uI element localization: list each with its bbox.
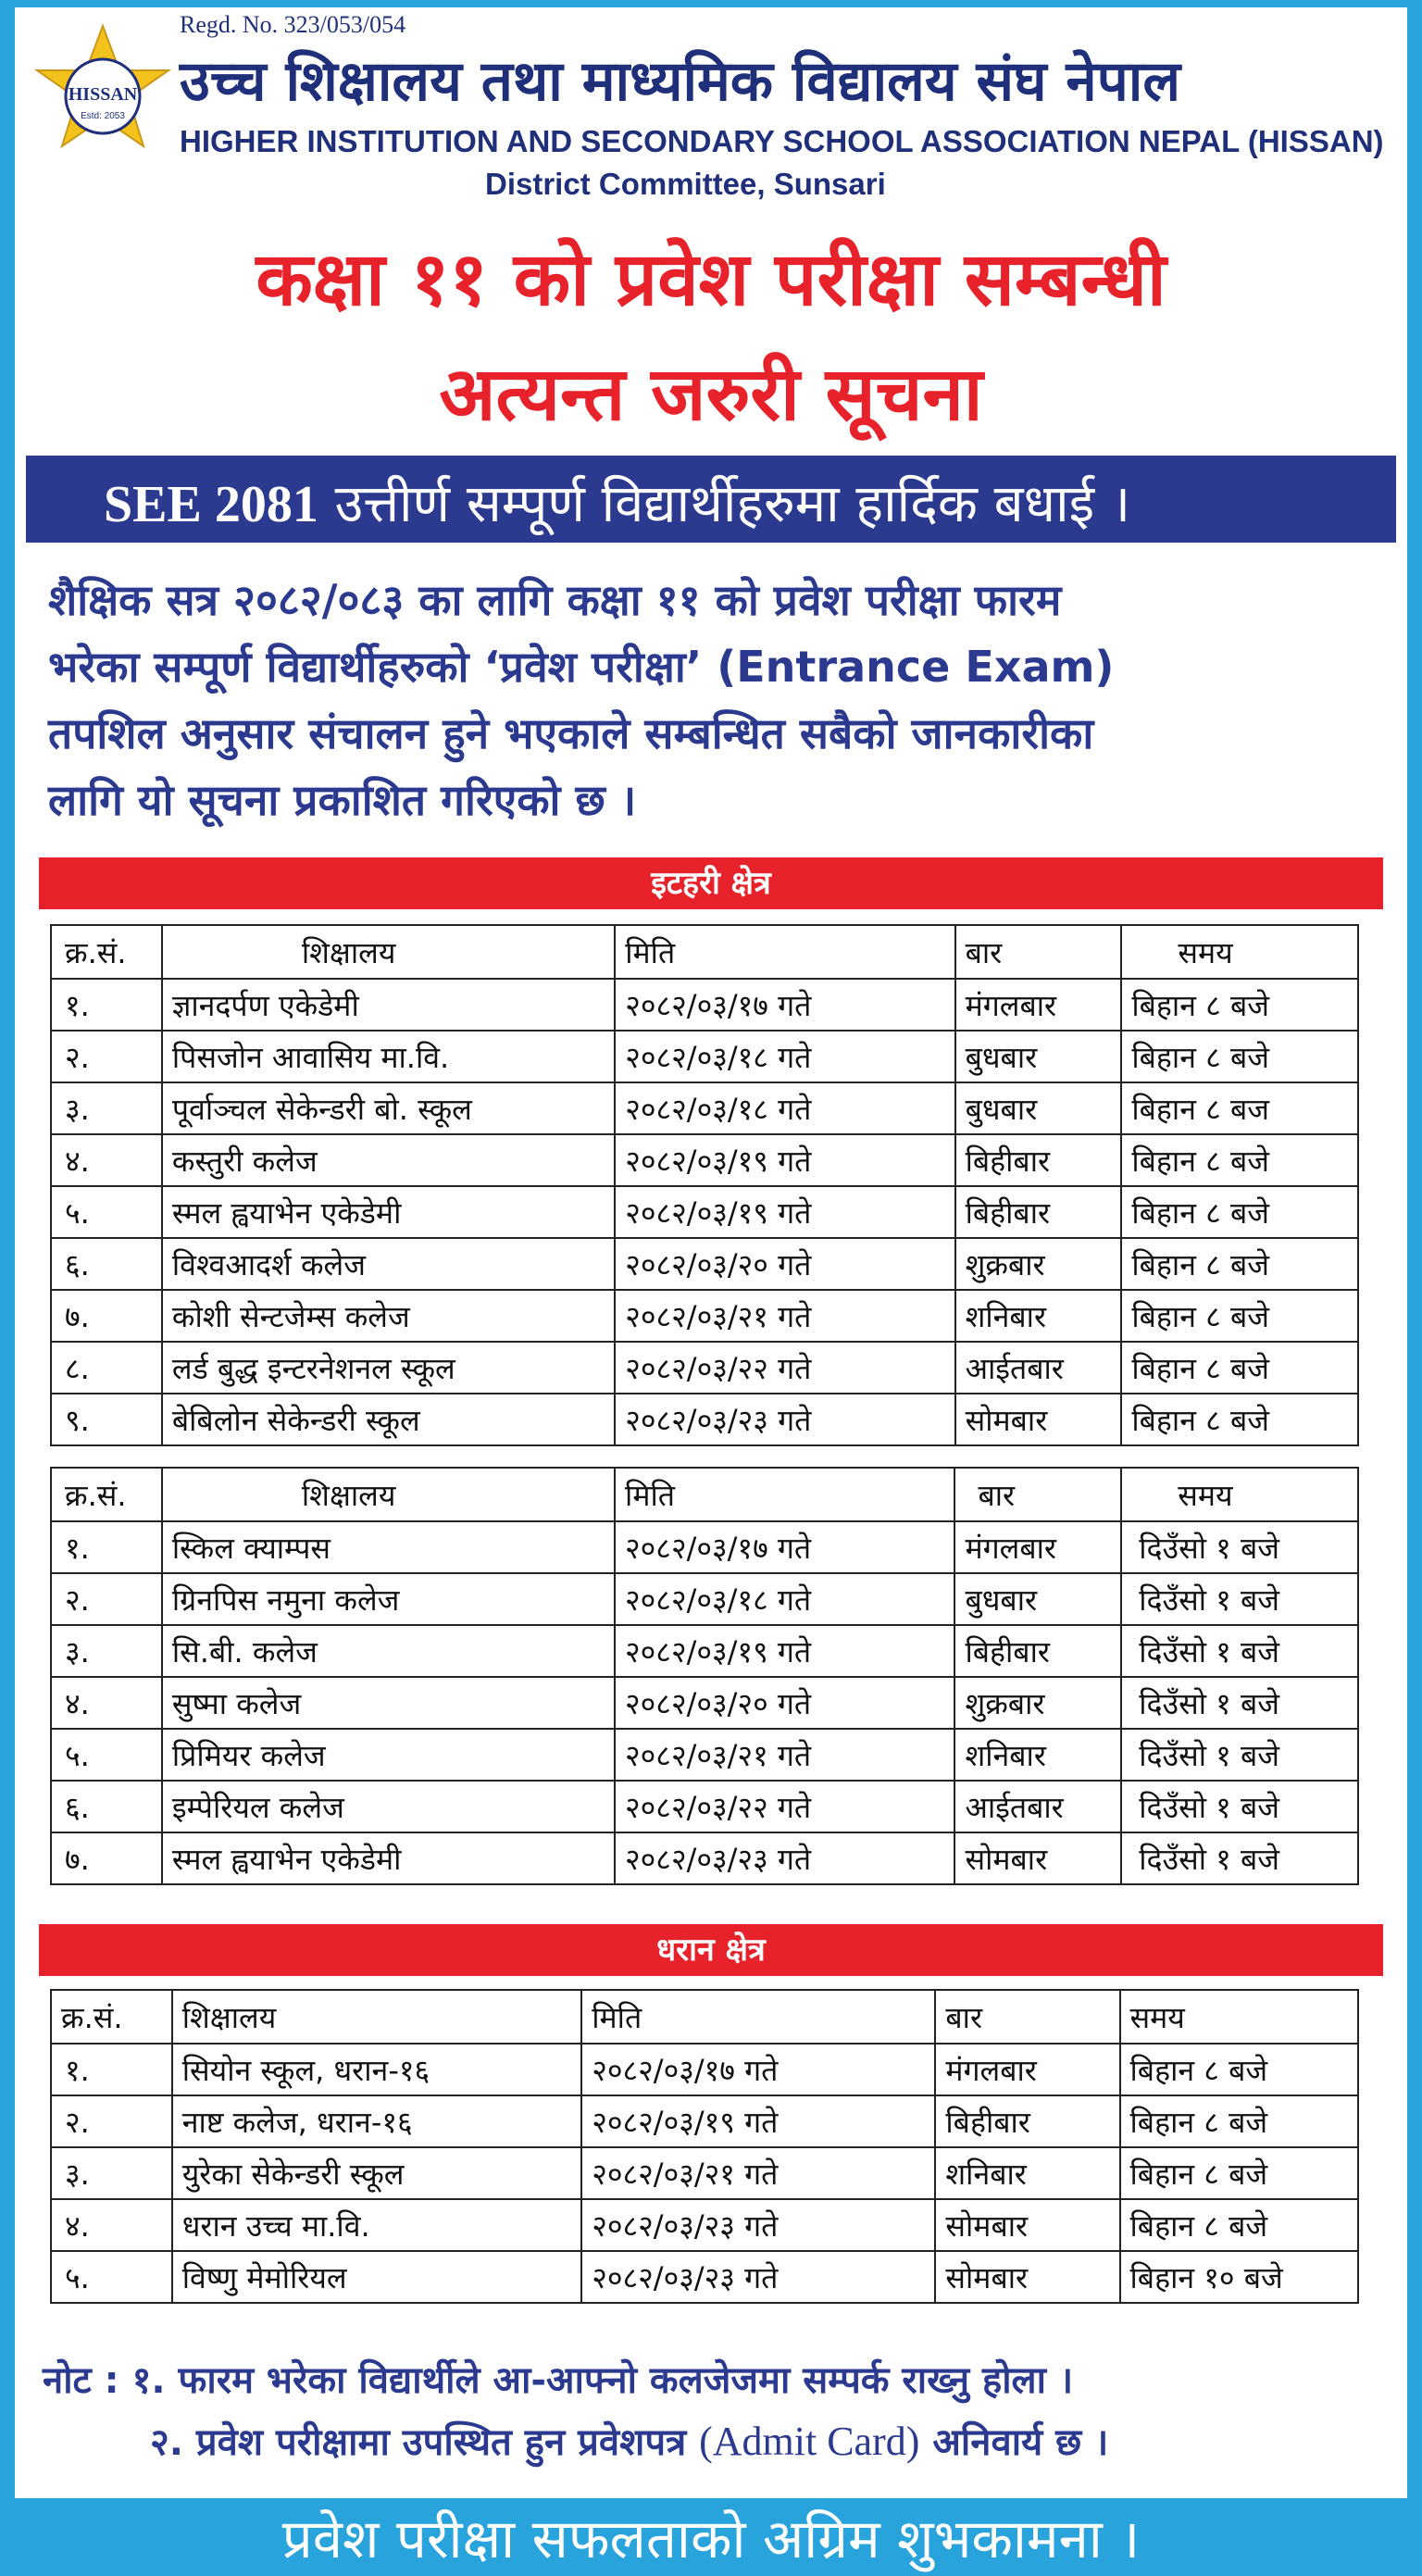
cell-day: बिहीबार bbox=[935, 2095, 1119, 2147]
cell-sn: ७. bbox=[51, 1832, 162, 1884]
cell-school: इम्पेरियल कलेज bbox=[162, 1781, 615, 1832]
itahari-afternoon-table bbox=[50, 1467, 1359, 1885]
logo-estd: Estd: 2053 bbox=[81, 111, 125, 121]
cell-sn: ३. bbox=[51, 2147, 172, 2199]
note-2-text: २. प्रवेश परीक्षामा उपस्थित हुन प्रवेशपत्र bbox=[150, 2421, 687, 2464]
cell-sn: ४. bbox=[51, 1677, 162, 1729]
headline-line-1: कक्षा ११ को प्रवेश परीक्षा सम्बन्धी bbox=[256, 236, 1166, 322]
footer-wishes: प्रवेश परीक्षा सफलताको अग्रिम शुभकामना । bbox=[281, 2507, 1141, 2570]
note-label: नोट : bbox=[43, 2359, 119, 2402]
col-header-sn: क्र.सं. bbox=[51, 1990, 172, 2044]
cell-school: पूर्वाञ्चल सेकेन्डरी बो. स्कूल bbox=[162, 1082, 615, 1134]
region-header-itahari: इटहरी क्षेत्र bbox=[39, 857, 1383, 909]
cell-date: २०८२/०३/१८ गते bbox=[615, 1031, 954, 1082]
cell-sn: ४. bbox=[51, 1134, 162, 1186]
col-header-date: मिति bbox=[581, 1990, 935, 2044]
org-name-nepali: उच्च शिक्षालय तथा माध्यमिक विद्यालय संघ नेपाल bbox=[180, 49, 1181, 114]
cell-sn: २. bbox=[51, 2095, 172, 2147]
cell-school: युरेका सेकेन्डरी स्कूल bbox=[172, 2147, 582, 2199]
cell-school: सियोन स्कूल, धरान-१६ bbox=[172, 2044, 582, 2095]
note-2-text-end: अनिवार्य छ । bbox=[932, 2421, 1109, 2464]
itahari-morning-rows bbox=[51, 979, 1358, 1445]
cell-day: सोमबार bbox=[954, 1832, 1121, 1884]
cell-sn: ४. bbox=[51, 2199, 172, 2251]
cell-date: २०८२/०३/२३ गते bbox=[581, 2199, 935, 2251]
cell-time: बिहान ८ बज bbox=[1121, 1082, 1358, 1134]
note-2-admit-card: (Admit Card) bbox=[699, 2419, 920, 2464]
notes bbox=[43, 2350, 1108, 2473]
cell-date: २०८२/०३/२१ गते bbox=[615, 1729, 954, 1781]
table-row bbox=[51, 1238, 1358, 1290]
table-row bbox=[51, 1082, 1358, 1134]
itahari-afternoon-rows bbox=[51, 1521, 1358, 1884]
cell-school: कोशी सेन्टजेम्स कलेज bbox=[162, 1290, 615, 1342]
table-row bbox=[51, 1521, 1358, 1573]
see-congrats bbox=[104, 467, 1130, 537]
cell-date: २०८२/०३/२० गते bbox=[615, 1238, 954, 1290]
cell-date: २०८२/०३/१७ गते bbox=[581, 2044, 935, 2095]
col-header-school: शिक्षालय bbox=[162, 1468, 615, 1521]
table-row bbox=[51, 1677, 1358, 1729]
cell-date: २०८२/०३/१७ गते bbox=[615, 1521, 954, 1573]
table-row bbox=[51, 1290, 1358, 1342]
cell-school: नाष्ट कलेज, धरान-१६ bbox=[172, 2095, 582, 2147]
table-row bbox=[51, 1781, 1358, 1832]
table-row bbox=[51, 1394, 1358, 1445]
cell-sn: ३. bbox=[51, 1082, 162, 1134]
cell-date: २०८२/०३/१७ गते bbox=[615, 979, 954, 1031]
cell-sn: २. bbox=[51, 1031, 162, 1082]
cell-school: कस्तुरी कलेज bbox=[162, 1134, 615, 1186]
note-2 bbox=[43, 2411, 1108, 2473]
cell-date: २०८२/०३/२१ गते bbox=[615, 1290, 954, 1342]
cell-school: पिसजोन आवासिय मा.वि. bbox=[162, 1031, 615, 1082]
table-row bbox=[51, 1625, 1358, 1677]
cell-school: प्रिमियर कलेज bbox=[162, 1729, 615, 1781]
cell-time: बिहान ८ बजे bbox=[1120, 2095, 1358, 2147]
cell-date: २०८२/०३/१९ गते bbox=[615, 1134, 954, 1186]
cell-date: २०८२/०३/१९ गते bbox=[615, 1186, 954, 1238]
cell-date: २०८२/०३/२३ गते bbox=[615, 1394, 954, 1445]
table-row bbox=[51, 2095, 1358, 2147]
registration-number: Regd. No. 323/053/054 bbox=[180, 11, 406, 38]
cell-date: २०८२/०३/२३ गते bbox=[615, 1832, 954, 1884]
cell-day: मंगलबार bbox=[935, 2044, 1119, 2095]
cell-date: २०८२/०३/२० गते bbox=[615, 1677, 954, 1729]
see-prefix: SEE 2081 bbox=[104, 476, 318, 533]
cell-time: दिउँसो १ बजे bbox=[1121, 1729, 1358, 1781]
cell-day: बुधबार bbox=[955, 1031, 1122, 1082]
cell-sn: १. bbox=[51, 979, 162, 1031]
cell-day: बिहीबार bbox=[954, 1625, 1121, 1677]
cell-time: दिउँसो १ बजे bbox=[1121, 1781, 1358, 1832]
cell-day: बिहीबार bbox=[955, 1134, 1122, 1186]
cell-date: २०८२/०३/१९ गते bbox=[615, 1625, 954, 1677]
cell-sn: १. bbox=[51, 2044, 172, 2095]
col-header-date: मिति bbox=[615, 1468, 954, 1521]
table-row bbox=[51, 2044, 1358, 2095]
col-header-day: बार bbox=[955, 925, 1122, 979]
cell-date: २०८२/०३/२१ गते bbox=[581, 2147, 935, 2199]
cell-day: मंगलबार bbox=[954, 1521, 1121, 1573]
dharan-rows bbox=[51, 2044, 1358, 2303]
table-row bbox=[51, 1134, 1358, 1186]
cell-day: सोमबार bbox=[935, 2251, 1119, 2303]
intro-line: तपशिल अनुसार संचालन हुने भएकाले सम्बन्धित सबैको जानकारीका bbox=[48, 708, 1094, 758]
cell-time: दिउँसो १ बजे bbox=[1121, 1625, 1358, 1677]
hissan-logo bbox=[33, 22, 172, 161]
dharan-table bbox=[50, 1989, 1359, 2304]
col-header-school: शिक्षालय bbox=[172, 1990, 582, 2044]
cell-school: स्मल ह्वयाभेन एकेडेमी bbox=[162, 1832, 615, 1884]
cell-time: बिहान ८ बजे bbox=[1120, 2199, 1358, 2251]
cell-school: बेबिलोन सेकेन्डरी स्कूल bbox=[162, 1394, 615, 1445]
table-row bbox=[51, 1342, 1358, 1394]
col-header-day: बार bbox=[935, 1990, 1119, 2044]
cell-date: २०८२/०३/१९ गते bbox=[581, 2095, 935, 2147]
cell-day: बिहीबार bbox=[955, 1186, 1122, 1238]
table-row bbox=[51, 1832, 1358, 1884]
org-name-english: HIGHER INSTITUTION AND SECONDARY SCHOOL ASSOCIATION NEPAL (HISSAN) bbox=[180, 124, 1384, 158]
cell-school: ज्ञानदर्पण एकेडेमी bbox=[162, 979, 615, 1031]
headline-line-2: अत्यन्त जरुरी सूचना bbox=[439, 351, 983, 437]
cell-school: धरान उच्च मा.वि. bbox=[172, 2199, 582, 2251]
intro-line: लागि यो सूचना प्रकाशित गरिएको छ । bbox=[48, 775, 637, 825]
cell-school: विश्वआदर्श कलेज bbox=[162, 1238, 615, 1290]
cell-day: शनिबार bbox=[955, 1290, 1122, 1342]
intro-line: शैक्षिक सत्र २०८२/०८३ का लागि कक्षा ११ को प्रवेश परीक्षा फारम bbox=[48, 575, 1062, 625]
col-header-sn: क्र.सं. bbox=[51, 1468, 162, 1521]
cell-school: स्मल ह्वयाभेन एकेडेमी bbox=[162, 1186, 615, 1238]
cell-day: सोमबार bbox=[935, 2199, 1119, 2251]
table-row bbox=[51, 1729, 1358, 1781]
cell-school: ग्रिनपिस नमुना कलेज bbox=[162, 1573, 615, 1625]
table-row bbox=[51, 1031, 1358, 1082]
cell-time: बिहान ८ बजे bbox=[1121, 1134, 1358, 1186]
col-header-time: समय bbox=[1121, 1468, 1358, 1521]
logo-text: HISSAN bbox=[68, 84, 138, 105]
table-header-row bbox=[51, 1990, 1358, 2044]
cell-date: २०८२/०३/२२ गते bbox=[615, 1781, 954, 1832]
intro-paragraph bbox=[48, 567, 1381, 833]
notice-sheet bbox=[15, 7, 1407, 2498]
cell-sn: ५. bbox=[51, 2251, 172, 2303]
cell-time: बिहान ८ बजे bbox=[1121, 1238, 1358, 1290]
cell-school: लर्ड बुद्ध इन्टरनेशनल स्कूल bbox=[162, 1342, 615, 1394]
cell-day: बुधबार bbox=[954, 1573, 1121, 1625]
cell-day: शनिबार bbox=[954, 1729, 1121, 1781]
cell-time: दिउँसो १ बजे bbox=[1121, 1832, 1358, 1884]
table-row bbox=[51, 2147, 1358, 2199]
cell-time: बिहान ८ बजे bbox=[1120, 2044, 1358, 2095]
table-row bbox=[51, 2251, 1358, 2303]
cell-sn: ३. bbox=[51, 1625, 162, 1677]
cell-school: सि.बी. कलेज bbox=[162, 1625, 615, 1677]
cell-time: दिउँसो १ बजे bbox=[1121, 1573, 1358, 1625]
cell-day: आईतबार bbox=[955, 1342, 1122, 1394]
region-header-dharan: धरान क्षेत्र bbox=[39, 1924, 1383, 1976]
cell-sn: ५. bbox=[51, 1729, 162, 1781]
itahari-morning-table bbox=[50, 924, 1359, 1446]
cell-sn: ८. bbox=[51, 1342, 162, 1394]
col-header-sn: क्र.सं. bbox=[51, 925, 162, 979]
cell-time: बिहान ८ बजे bbox=[1121, 1186, 1358, 1238]
cell-date: २०८२/०३/२३ गते bbox=[581, 2251, 935, 2303]
cell-day: आईतबार bbox=[954, 1781, 1121, 1832]
cell-sn: २. bbox=[51, 1573, 162, 1625]
col-header-school: शिक्षालय bbox=[162, 925, 615, 979]
table-row bbox=[51, 1186, 1358, 1238]
cell-time: बिहान ८ बजे bbox=[1121, 1290, 1358, 1342]
cell-day: बुधबार bbox=[955, 1082, 1122, 1134]
cell-sn: ६. bbox=[51, 1238, 162, 1290]
col-header-date: मिति bbox=[615, 925, 954, 979]
note-1 bbox=[43, 2350, 1108, 2411]
table-row bbox=[51, 1573, 1358, 1625]
col-header-day: बार bbox=[954, 1468, 1121, 1521]
cell-time: दिउँसो १ बजे bbox=[1121, 1521, 1358, 1573]
cell-time: बिहान ८ बजे bbox=[1120, 2147, 1358, 2199]
cell-date: २०८२/०३/१८ गते bbox=[615, 1082, 954, 1134]
cell-sn: ६. bbox=[51, 1781, 162, 1832]
note-1-text: १. फारम भरेका विद्यार्थीले आ-आफ्नो कलजेजमा सम्पर्क राख्नु होला । bbox=[131, 2359, 1074, 2402]
cell-time: बिहान ८ बजे bbox=[1121, 1342, 1358, 1394]
cell-sn: ९. bbox=[51, 1394, 162, 1445]
cell-day: शुक्रबार bbox=[955, 1238, 1122, 1290]
cell-school: स्किल क्याम्पस bbox=[162, 1521, 615, 1573]
cell-time: बिहान ८ बजे bbox=[1121, 979, 1358, 1031]
district-committee: District Committee, Sunsari bbox=[485, 167, 886, 201]
cell-time: दिउँसो १ बजे bbox=[1121, 1677, 1358, 1729]
table-header-row bbox=[51, 925, 1358, 979]
cell-sn: १. bbox=[51, 1521, 162, 1573]
table-header-row bbox=[51, 1468, 1358, 1521]
cell-time: बिहान १० बजे bbox=[1120, 2251, 1358, 2303]
cell-day: शुक्रबार bbox=[954, 1677, 1121, 1729]
cell-time: बिहान ८ बजे bbox=[1121, 1394, 1358, 1445]
cell-sn: ७. bbox=[51, 1290, 162, 1342]
see-congrats-text: उत्तीर्ण सम्पूर्ण विद्यार्थीहरुमा हार्दिक बधाई । bbox=[334, 474, 1131, 534]
intro-line: भरेका सम्पूर्ण विद्यार्थीहरुको ‘प्रवेश परीक्षा’ (Entrance Exam) bbox=[48, 642, 1115, 692]
col-header-time: समय bbox=[1121, 925, 1358, 979]
cell-date: २०८२/०३/२२ गते bbox=[615, 1342, 954, 1394]
cell-time: बिहान ८ बजे bbox=[1121, 1031, 1358, 1082]
cell-day: सोमबार bbox=[955, 1394, 1122, 1445]
cell-school: सुष्मा कलेज bbox=[162, 1677, 615, 1729]
cell-sn: ५. bbox=[51, 1186, 162, 1238]
cell-day: मंगलबार bbox=[955, 979, 1122, 1031]
cell-date: २०८२/०३/१८ गते bbox=[615, 1573, 954, 1625]
table-row bbox=[51, 2199, 1358, 2251]
col-header-time: समय bbox=[1120, 1990, 1358, 2044]
cell-day: शनिबार bbox=[935, 2147, 1119, 2199]
table-row bbox=[51, 979, 1358, 1031]
cell-school: विष्णु मेमोरियल bbox=[172, 2251, 582, 2303]
